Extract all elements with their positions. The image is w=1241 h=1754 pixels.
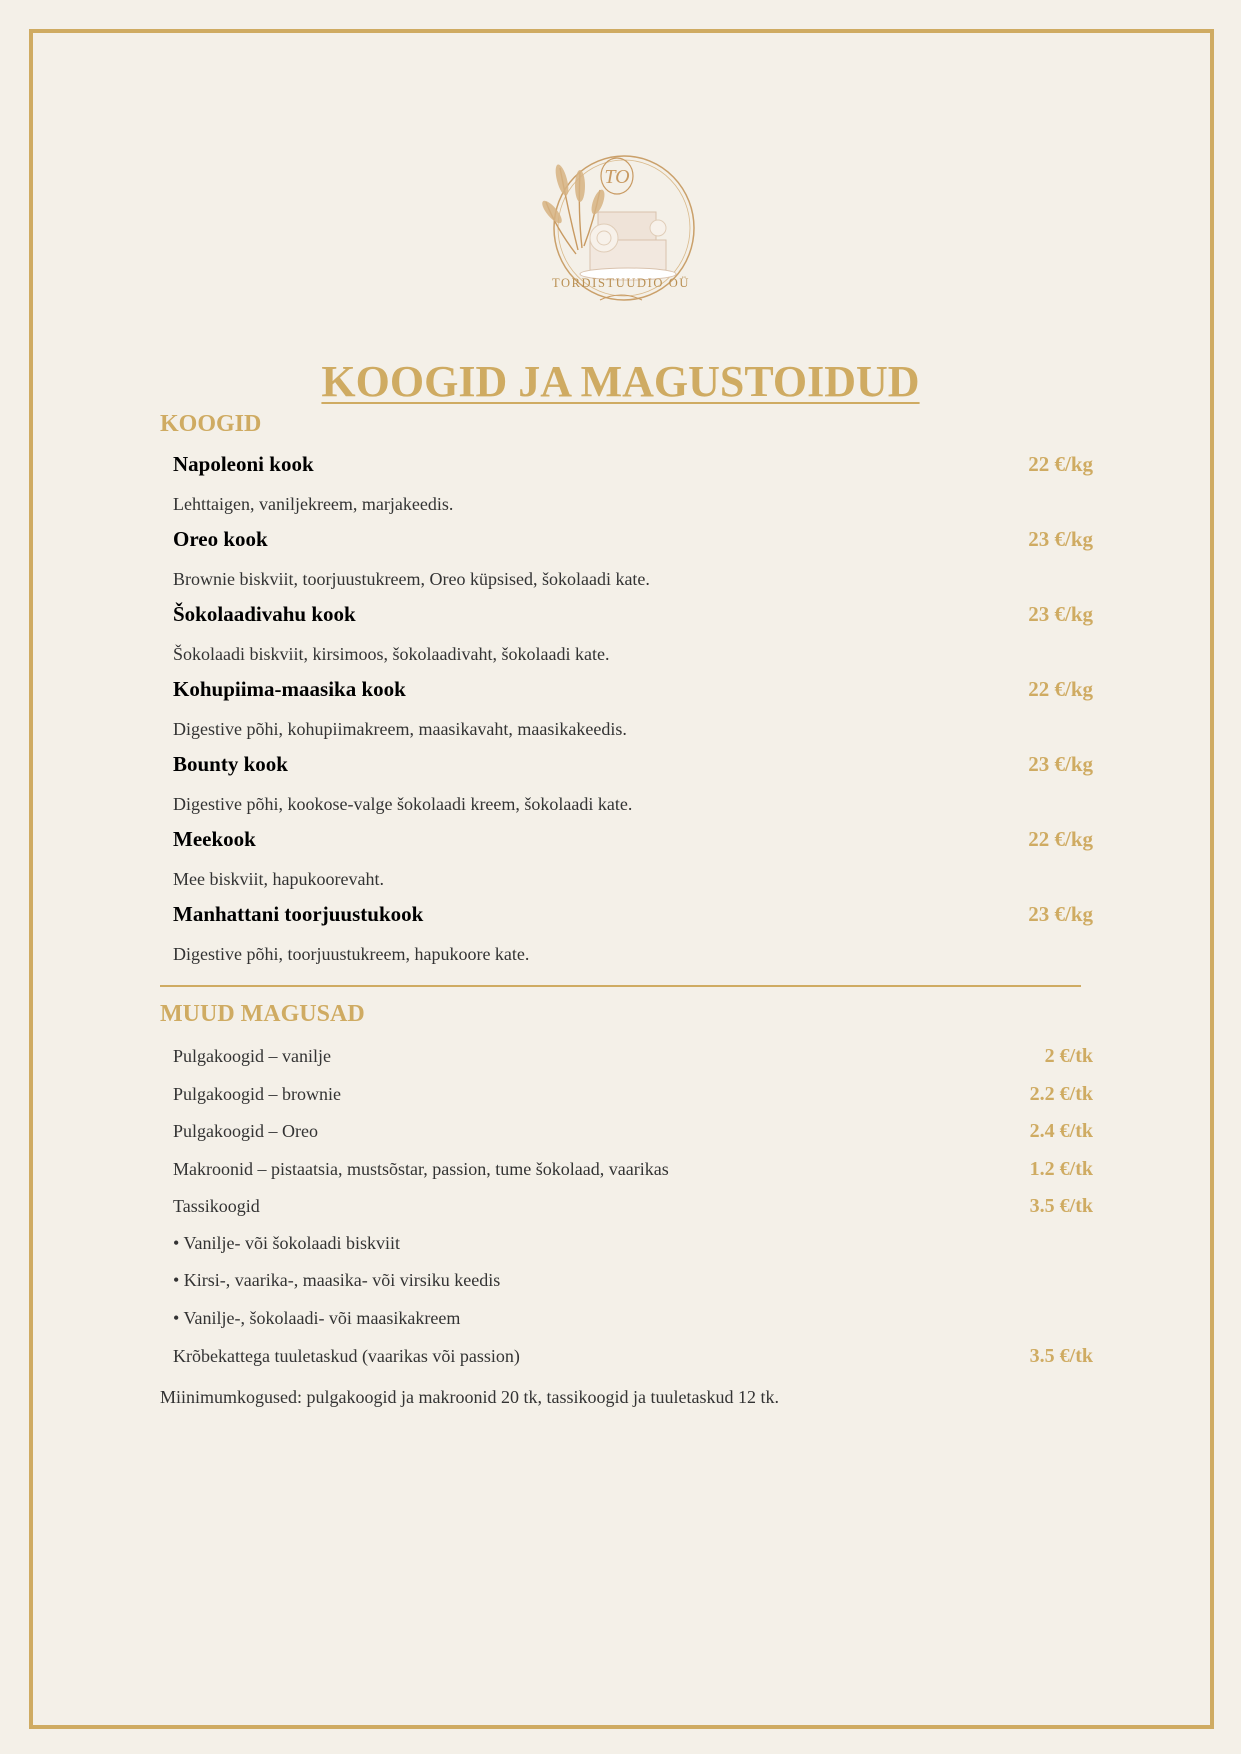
section-heading-other: MUUD MAGUSAD [160, 1001, 365, 1027]
menu-item [173, 677, 1093, 702]
item-price: 23 €/kg [1028, 902, 1093, 926]
menu-item [173, 527, 1093, 552]
item-name: Meekook [173, 827, 256, 851]
menu-item [173, 902, 1093, 927]
item-name: Bounty kook [173, 752, 288, 776]
section-heading-cakes: KOOGID [160, 411, 262, 437]
brand-name: TORDISTUUDIO OÜ [551, 276, 690, 290]
item-price: 1.2 €/tk [1029, 1158, 1093, 1180]
item-name: Krõbekattega tuuletaskud (vaarikas või passion) [173, 1346, 520, 1366]
menu-item [173, 1120, 1093, 1143]
item-price: 2 €/tk [1044, 1045, 1093, 1067]
item-name: Pulgakoogid – Oreo [173, 1121, 318, 1141]
item-name: Manhattani toorjuustukook [173, 902, 424, 926]
menu-item-option [173, 1308, 1093, 1329]
item-price: 23 €/kg [1028, 527, 1093, 551]
item-price: 22 €/kg [1028, 677, 1093, 701]
item-description: Digestive põhi, kookose-valge šokolaadi kreem, šokolaadi kate. [173, 794, 633, 814]
item-price: 23 €/kg [1028, 752, 1093, 776]
item-name: Šokolaadivahu kook [173, 602, 356, 626]
section-divider [160, 985, 1081, 987]
item-description: Šokolaadi biskviit, kirsimoos, šokolaadivaht, šokolaadi kate. [173, 644, 610, 664]
item-name: Makroonid – pistaatsia, mustsõstar, passion, tume šokolaad, vaarikas [173, 1159, 669, 1179]
menu-item [173, 1195, 1093, 1218]
item-name: Tassikoogid [173, 1196, 260, 1216]
item-name: Pulgakoogid – vanilje [173, 1046, 331, 1066]
item-price: 3.5 €/tk [1029, 1195, 1093, 1217]
item-description: Digestive põhi, toorjuustukreem, hapukoore kate. [173, 944, 530, 964]
item-name: Kohupiima-maasika kook [173, 677, 406, 701]
menu-item [173, 452, 1093, 477]
svg-text:TO: TO [604, 166, 630, 188]
item-name: Napoleoni kook [173, 452, 314, 476]
item-description: Mee biskviit, hapukoorevaht. [173, 869, 384, 889]
menu-item [173, 1045, 1093, 1068]
menu-item [173, 1345, 1093, 1368]
menu-item-option [173, 1233, 1093, 1254]
menu-item [173, 827, 1093, 852]
brand-logo [538, 150, 704, 310]
item-description: Digestive põhi, kohupiimakreem, maasikavaht, maasikakeedis. [173, 719, 627, 739]
page-title: KOOGID JA MAGUSTOIDUD [321, 357, 920, 406]
item-price: 22 €/kg [1028, 827, 1093, 851]
menu-item [173, 602, 1093, 627]
item-price: 2.4 €/tk [1029, 1120, 1093, 1142]
item-name: • Vanilje-, šokolaadi- või maasikakreem [173, 1308, 461, 1328]
item-name: • Vanilje- või šokolaadi biskviit [173, 1233, 400, 1253]
item-name: • Kirsi-, vaarika-, maasika- või virsiku keedis [173, 1270, 501, 1290]
item-description: Lehttaigen, vaniljekreem, marjakeedis. [173, 494, 454, 514]
item-description: Brownie biskviit, toorjuustukreem, Oreo küpsised, šokolaadi kate. [173, 569, 650, 589]
menu-item [173, 1083, 1093, 1106]
item-price: 2.2 €/tk [1029, 1083, 1093, 1105]
menu-item [173, 752, 1093, 777]
menu-item [173, 1158, 1093, 1181]
item-name: Pulgakoogid – brownie [173, 1084, 341, 1104]
item-price: 23 €/kg [1028, 602, 1093, 626]
menu-item-option [173, 1270, 1093, 1291]
item-price: 22 €/kg [1028, 452, 1093, 476]
minimum-quantity-note: Miinimumkogused: pulgakoogid ja makroonid 20 tk, tassikoogid ja tuuletaskud 12 tk. [160, 1387, 779, 1407]
item-price: 3.5 €/tk [1029, 1345, 1093, 1367]
item-name: Oreo kook [173, 527, 268, 551]
